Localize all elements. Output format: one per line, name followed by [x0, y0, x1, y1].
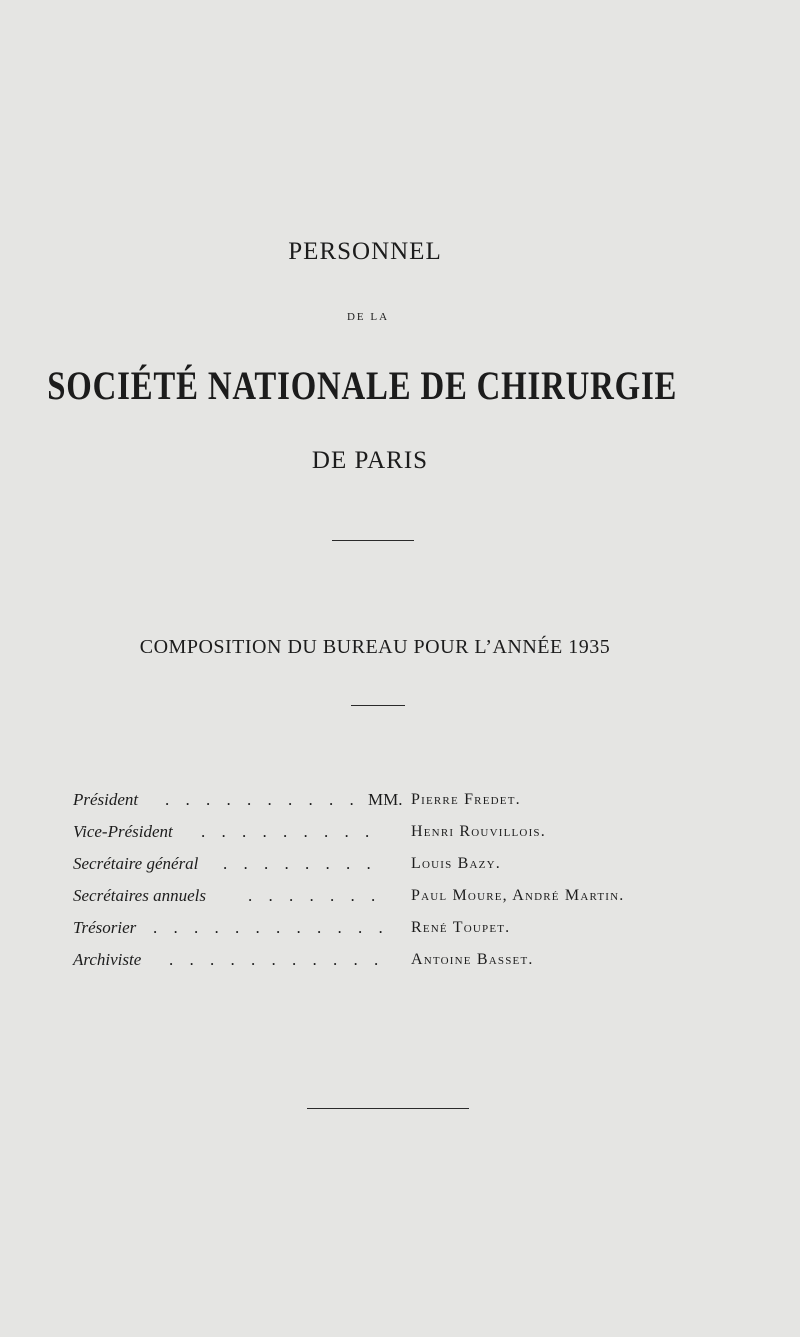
officer-row — [73, 854, 713, 886]
divider-rule — [332, 540, 414, 541]
officer-name: Henri Rouvillois. — [411, 823, 546, 840]
officer-role: Archiviste — [73, 950, 142, 969]
officer-name: Paul Moure, André Martin. — [411, 887, 625, 904]
closing-rule — [307, 1108, 469, 1109]
heading-de-paris: DE PARIS — [311, 447, 429, 474]
honorific-prefix: MM. — [368, 790, 403, 809]
leader-dots: . . . . . . . . . — [201, 822, 376, 841]
heading-societe: SOCIÉTÉ NATIONALE DE CHIRURGIE — [47, 363, 678, 408]
officer-role: Trésorier — [73, 918, 137, 937]
leader-dots: . . . . . . . . — [223, 854, 377, 873]
bureau-composition-title: COMPOSITION DU BUREAU POUR L’ANNÉE 1935 — [139, 636, 611, 658]
officers-list — [73, 790, 713, 982]
leader-dots: . . . . . . . . . . — [165, 790, 360, 809]
officer-name: Louis Bazy. — [411, 855, 501, 872]
officer-name: René Toupet. — [411, 919, 511, 936]
leader-dots: . . . . . . . — [248, 886, 382, 905]
officer-role: Président — [73, 790, 139, 809]
officer-role: Secrétaire général — [73, 854, 199, 873]
officer-row — [73, 822, 713, 854]
officer-row — [73, 950, 713, 982]
heading-de-la: DE LA — [346, 311, 390, 323]
officer-row — [73, 790, 713, 822]
officer-row — [73, 886, 713, 918]
officer-role: Vice-Président — [73, 822, 173, 841]
officer-role: Secrétaires annuels — [73, 886, 206, 905]
leader-dots: . . . . . . . . . . . — [169, 950, 385, 969]
officer-row — [73, 918, 713, 950]
heading-personnel: PERSONNEL — [288, 238, 442, 265]
officer-name: Pierre Fredet. — [411, 791, 521, 808]
divider-rule — [351, 705, 405, 706]
officer-name: Antoine Basset. — [411, 951, 534, 968]
leader-dots: . . . . . . . . . . . . — [153, 918, 389, 937]
